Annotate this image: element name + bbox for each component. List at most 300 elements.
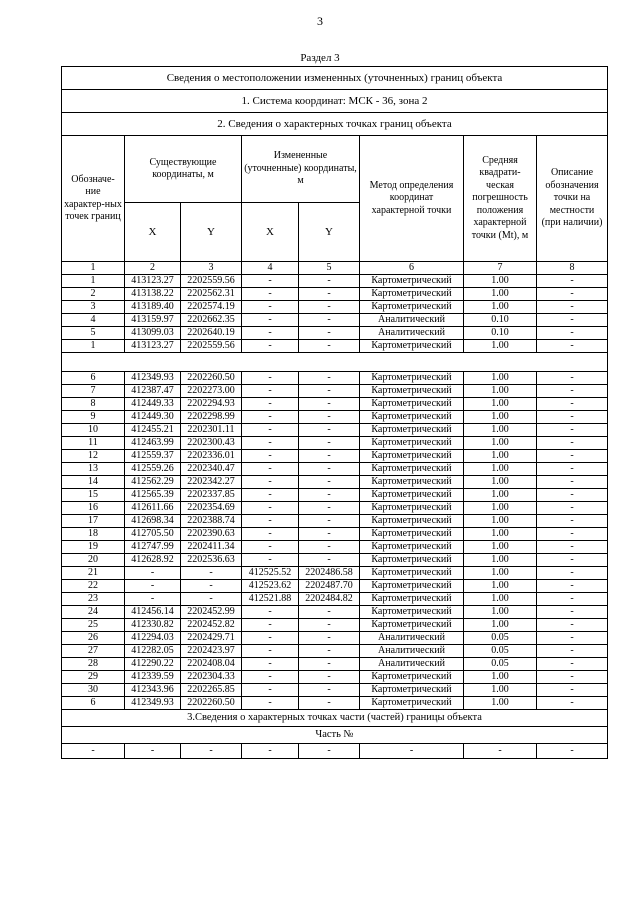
table-cell: - — [242, 411, 299, 424]
table-cell: Картометрический — [360, 411, 464, 424]
table-cell: - — [242, 554, 299, 567]
table-row — [62, 632, 608, 645]
table-cell: Картометрический — [360, 606, 464, 619]
part-points-row — [62, 744, 608, 759]
table-cell: - — [537, 684, 608, 697]
table-cell: - — [299, 450, 360, 463]
table-cell: 1.00 — [464, 437, 537, 450]
table-cell: - — [299, 275, 360, 288]
table-cell: 0.05 — [464, 632, 537, 645]
table-cell: - — [537, 437, 608, 450]
table-cell: - — [299, 463, 360, 476]
table-cell: 2202452.99 — [181, 606, 242, 619]
table-cell: 412290.22 — [125, 658, 181, 671]
table-cell: 412559.37 — [125, 450, 181, 463]
table-cell: 2202300.43 — [181, 437, 242, 450]
table-cell: - — [537, 606, 608, 619]
table-cell: - — [242, 476, 299, 489]
table-cell: 412521.88 — [242, 593, 299, 606]
table-cell: - — [299, 327, 360, 340]
table-cell: - — [299, 288, 360, 301]
header-designation: Обозначе-ние характер-ных точек границ — [62, 136, 125, 262]
table-cell: 413138.22 — [125, 288, 181, 301]
table-cell: 412698.34 — [125, 515, 181, 528]
table-cell: Картометрический — [360, 372, 464, 385]
table-cell: 2202487.70 — [299, 580, 360, 593]
table-cell: Аналитический — [360, 632, 464, 645]
table-cell: - — [242, 314, 299, 327]
table-cell: 2202411.34 — [181, 541, 242, 554]
table-cell: 412387.47 — [125, 385, 181, 398]
table-cell: 1.00 — [464, 301, 537, 314]
header-description: Описание обозначения точки на местности (при наличии) — [537, 136, 608, 262]
table-cell: 2202260.50 — [181, 697, 242, 710]
table-cell: 2202260.50 — [181, 372, 242, 385]
table-cell: - — [242, 385, 299, 398]
table-cell: 14 — [62, 476, 125, 489]
table-cell: 27 — [62, 645, 125, 658]
table-cell: - — [242, 372, 299, 385]
table-cell: 1.00 — [464, 476, 537, 489]
table-cell: - — [242, 541, 299, 554]
table-cell: Картометрический — [360, 619, 464, 632]
table-cell: Аналитический — [360, 658, 464, 671]
table-cell: - — [242, 645, 299, 658]
table-cell: 2202342.27 — [181, 476, 242, 489]
table-cell: - — [242, 301, 299, 314]
page-number: 3 — [317, 14, 323, 28]
table-row — [62, 593, 608, 606]
table-cell: 20 — [62, 554, 125, 567]
table-cell: 2 — [62, 288, 125, 301]
table-cell: 2202559.56 — [181, 340, 242, 353]
table-row — [62, 424, 608, 437]
parts-heading-row — [62, 710, 608, 727]
table-cell: - — [537, 632, 608, 645]
table-cell: 2202298.99 — [181, 411, 242, 424]
table-cell: - — [242, 684, 299, 697]
table-title: Сведения о местоположении измененных (уточненных) границ объекта — [62, 67, 608, 90]
table-cell: 4 — [62, 314, 125, 327]
table-cell: - — [242, 275, 299, 288]
table-row — [62, 515, 608, 528]
table-cell: - — [299, 541, 360, 554]
table-cell: 0.05 — [464, 658, 537, 671]
table-row — [62, 372, 608, 385]
table-cell: - — [537, 398, 608, 411]
table-cell: 1.00 — [464, 697, 537, 710]
table-cell: 413189.40 — [125, 301, 181, 314]
table-row — [62, 450, 608, 463]
table-cell: - — [537, 275, 608, 288]
table-cell: - — [299, 489, 360, 502]
table-cell: - — [537, 515, 608, 528]
table-cell: - — [537, 580, 608, 593]
header-existing-x: X — [125, 203, 181, 262]
table-cell: - — [299, 697, 360, 710]
table-cell: - — [537, 697, 608, 710]
table-cell: - — [299, 476, 360, 489]
table-row — [62, 288, 608, 301]
table-cell: - — [299, 554, 360, 567]
table-cell: 19 — [62, 541, 125, 554]
table-cell: - — [537, 489, 608, 502]
table-cell: 2202574.19 — [181, 301, 242, 314]
table-cell: - — [242, 632, 299, 645]
table-cell: - — [299, 606, 360, 619]
table-row — [62, 528, 608, 541]
table-cell: 412559.26 — [125, 463, 181, 476]
table-cell: Картометрический — [360, 301, 464, 314]
table-cell: 1.00 — [464, 275, 537, 288]
table-cell: - — [299, 658, 360, 671]
table-cell: Картометрический — [360, 489, 464, 502]
table-cell: 8 — [537, 262, 608, 275]
table-cell: - — [537, 424, 608, 437]
table-cell: - — [242, 424, 299, 437]
table-cell: 2202408.04 — [181, 658, 242, 671]
table-cell: - — [242, 327, 299, 340]
table-cell: - — [242, 288, 299, 301]
table-cell: 1.00 — [464, 450, 537, 463]
table-row — [62, 463, 608, 476]
table-row — [62, 541, 608, 554]
table-cell: - — [537, 327, 608, 340]
table-cell: - — [242, 697, 299, 710]
table-cell: Картометрический — [360, 275, 464, 288]
table-cell: - — [299, 411, 360, 424]
header-error: Средняя квадрати-ческая погрешность положения характерной точки (Mt), м — [464, 136, 537, 262]
table-cell: 28 — [62, 658, 125, 671]
table-cell: - — [242, 340, 299, 353]
table-cell: - — [299, 314, 360, 327]
table-row — [62, 567, 608, 580]
table-cell: - — [537, 340, 608, 353]
table-cell: Картометрический — [360, 697, 464, 710]
table-cell: - — [299, 398, 360, 411]
table-cell: 2202640.19 — [181, 327, 242, 340]
boundary-table — [61, 66, 608, 759]
table-cell: Картометрический — [360, 541, 464, 554]
table-cell: 412523.62 — [242, 580, 299, 593]
table-cell: - — [299, 385, 360, 398]
table-cell: 412525.52 — [242, 567, 299, 580]
table-cell: - — [537, 671, 608, 684]
table-cell: 2202390.63 — [181, 528, 242, 541]
table-cell: - — [537, 593, 608, 606]
header-existing: Существующие координаты, м — [125, 136, 242, 203]
table-cell: 3 — [181, 262, 242, 275]
table-cell: 18 — [62, 528, 125, 541]
table-cell: - — [242, 528, 299, 541]
table-cell: 2202452.82 — [181, 619, 242, 632]
table-cell: 412611.66 — [125, 502, 181, 515]
header-method: Метод определения координат характерной точки — [360, 136, 464, 262]
table-row — [62, 437, 608, 450]
table-cell: - — [537, 411, 608, 424]
table-cell: - — [125, 580, 181, 593]
table-cell: Картометрический — [360, 288, 464, 301]
table-cell: 30 — [62, 684, 125, 697]
table-cell: 413123.27 — [125, 275, 181, 288]
table-cell: - — [537, 314, 608, 327]
table-row — [62, 340, 608, 353]
table-cell: 5 — [299, 262, 360, 275]
table-cell: Картометрический — [360, 398, 464, 411]
table-cell: - — [299, 632, 360, 645]
table-cell: 1.00 — [464, 489, 537, 502]
table-cell: - — [242, 502, 299, 515]
table-cell: - — [242, 515, 299, 528]
table-cell: - — [299, 340, 360, 353]
table-cell: 2202301.11 — [181, 424, 242, 437]
table-cell: - — [537, 463, 608, 476]
table-cell: - — [125, 744, 181, 759]
table-cell: - — [464, 744, 537, 759]
table-cell: 16 — [62, 502, 125, 515]
table-cell: - — [299, 619, 360, 632]
column-number-row — [62, 262, 608, 275]
table-row — [62, 580, 608, 593]
table-row — [62, 606, 608, 619]
table-row — [62, 411, 608, 424]
table-cell: 2202304.33 — [181, 671, 242, 684]
table-cell: 412449.30 — [125, 411, 181, 424]
table-cell: 1.00 — [464, 684, 537, 697]
table-cell: 2202388.74 — [181, 515, 242, 528]
table-cell: 2202559.56 — [181, 275, 242, 288]
table-cell: - — [299, 671, 360, 684]
header-existing-y: Y — [181, 203, 242, 262]
table-cell: - — [242, 437, 299, 450]
table-cell: 0.10 — [464, 327, 537, 340]
table-cell: Картометрический — [360, 385, 464, 398]
table-cell: 2202337.85 — [181, 489, 242, 502]
part-label: Часть № — [62, 727, 608, 744]
table-row — [62, 314, 608, 327]
table-row — [62, 275, 608, 288]
table-cell: 6 — [62, 697, 125, 710]
table-cell: Картометрический — [360, 528, 464, 541]
table-cell: 413099.03 — [125, 327, 181, 340]
table-cell: Картометрический — [360, 567, 464, 580]
table-cell: 3 — [62, 301, 125, 314]
table-cell: 2202536.63 — [181, 554, 242, 567]
table-cell: 21 — [62, 567, 125, 580]
table-cell: - — [537, 744, 608, 759]
table-row — [62, 697, 608, 710]
table-cell: 1.00 — [464, 606, 537, 619]
table-cell: 412705.50 — [125, 528, 181, 541]
table-cell: Картометрический — [360, 554, 464, 567]
table-cell: Картометрический — [360, 580, 464, 593]
table-cell: 1.00 — [464, 528, 537, 541]
table-cell: - — [242, 463, 299, 476]
table-cell: - — [537, 554, 608, 567]
table-cell: - — [537, 658, 608, 671]
table-cell: - — [299, 515, 360, 528]
table-cell: 412282.05 — [125, 645, 181, 658]
section-label: Раздел 3 — [300, 52, 340, 64]
table-row — [62, 645, 608, 658]
coord-system: 1. Система координат: МСК - 36, зона 2 — [62, 90, 608, 113]
parts-heading: 3.Сведения о характерных точках части (частей) границы объекта — [62, 710, 608, 727]
table-cell: 412343.96 — [125, 684, 181, 697]
table-cell: 2202423.97 — [181, 645, 242, 658]
table-row — [62, 619, 608, 632]
table-cell: - — [299, 424, 360, 437]
table-cell: 0.05 — [464, 645, 537, 658]
table-cell: 2202336.01 — [181, 450, 242, 463]
table-cell: 2202429.71 — [181, 632, 242, 645]
table-cell: - — [299, 502, 360, 515]
table-cell: 1.00 — [464, 398, 537, 411]
table-cell: - — [242, 489, 299, 502]
table-cell: - — [537, 541, 608, 554]
table-cell: - — [537, 476, 608, 489]
header-changed-x: X — [242, 203, 299, 262]
table-cell: 24 — [62, 606, 125, 619]
table-cell: 26 — [62, 632, 125, 645]
table-row — [62, 489, 608, 502]
table-cell: 412330.82 — [125, 619, 181, 632]
table-cell: - — [181, 744, 242, 759]
table-cell: - — [242, 606, 299, 619]
table-cell: - — [537, 385, 608, 398]
table-cell: 1.00 — [464, 340, 537, 353]
table-cell: 2202562.31 — [181, 288, 242, 301]
table-cell: 412294.03 — [125, 632, 181, 645]
table-cell: 2202265.85 — [181, 684, 242, 697]
table-cell: - — [125, 593, 181, 606]
table-cell: 10 — [62, 424, 125, 437]
table-cell: 2202354.69 — [181, 502, 242, 515]
table-cell: 5 — [62, 327, 125, 340]
table-cell: 1.00 — [464, 385, 537, 398]
table-cell: 1.00 — [464, 411, 537, 424]
part-label-row — [62, 727, 608, 744]
table-cell: - — [181, 580, 242, 593]
table-cell: 412339.59 — [125, 671, 181, 684]
table-cell: 2202484.82 — [299, 593, 360, 606]
table-cell: - — [181, 567, 242, 580]
table-cell: 2202662.35 — [181, 314, 242, 327]
table-cell: - — [299, 645, 360, 658]
table-cell: 413159.97 — [125, 314, 181, 327]
table-cell: - — [181, 593, 242, 606]
table-row — [62, 658, 608, 671]
header-changed: Измененные (уточненные) координаты, м — [242, 136, 360, 203]
table-cell: 1 — [62, 262, 125, 275]
table-cell: - — [299, 528, 360, 541]
table-cell: 2202273.00 — [181, 385, 242, 398]
table-cell: 412449.33 — [125, 398, 181, 411]
table-cell: - — [242, 450, 299, 463]
table-cell: 413123.27 — [125, 340, 181, 353]
table-cell: - — [360, 744, 464, 759]
table-cell: 412456.14 — [125, 606, 181, 619]
table-cell: 1.00 — [464, 671, 537, 684]
table-cell: 1.00 — [464, 424, 537, 437]
points-heading: 2. Сведения о характерных точках границ объекта — [62, 113, 608, 136]
table-cell: - — [242, 398, 299, 411]
table-cell: - — [299, 684, 360, 697]
table-cell: Картометрический — [360, 340, 464, 353]
table-cell: 412565.39 — [125, 489, 181, 502]
table-cell: - — [299, 372, 360, 385]
table-cell: - — [299, 744, 360, 759]
table-cell: 1.00 — [464, 502, 537, 515]
header-changed-y: Y — [299, 203, 360, 262]
table-cell: 1 — [62, 275, 125, 288]
table-cell: - — [125, 567, 181, 580]
table-cell: - — [242, 744, 299, 759]
table-cell: 22 — [62, 580, 125, 593]
table-cell: Аналитический — [360, 314, 464, 327]
table-cell: 9 — [62, 411, 125, 424]
table-cell: 2202486.58 — [299, 567, 360, 580]
table-row — [62, 398, 608, 411]
table-cell: 12 — [62, 450, 125, 463]
table-row — [62, 301, 608, 314]
table-cell: 7 — [62, 385, 125, 398]
table-cell: 23 — [62, 593, 125, 606]
table-cell: - — [299, 301, 360, 314]
table-cell: - — [537, 619, 608, 632]
table-cell: Аналитический — [360, 645, 464, 658]
table-cell: - — [537, 645, 608, 658]
table-cell: Картометрический — [360, 671, 464, 684]
table-cell: Аналитический — [360, 327, 464, 340]
table-cell: 1.00 — [464, 567, 537, 580]
table-cell: 4 — [242, 262, 299, 275]
table-cell: 25 — [62, 619, 125, 632]
table-cell: 29 — [62, 671, 125, 684]
table-cell: 0.10 — [464, 314, 537, 327]
table-cell: 412628.92 — [125, 554, 181, 567]
table-cell: Картометрический — [360, 424, 464, 437]
table-row — [62, 502, 608, 515]
table-cell: 6 — [62, 372, 125, 385]
table-cell: 412349.93 — [125, 372, 181, 385]
table-cell: 1.00 — [464, 515, 537, 528]
table-cell: 1.00 — [464, 541, 537, 554]
table-cell: 1.00 — [464, 288, 537, 301]
table-cell: - — [242, 671, 299, 684]
table-cell: - — [242, 619, 299, 632]
table-cell: - — [242, 658, 299, 671]
table-cell: 1 — [62, 340, 125, 353]
table-row — [62, 671, 608, 684]
table-cell: - — [62, 744, 125, 759]
table-cell: 2202340.47 — [181, 463, 242, 476]
table-cell: 6 — [360, 262, 464, 275]
table-cell: 13 — [62, 463, 125, 476]
table-row — [62, 476, 608, 489]
table-cell: 1.00 — [464, 619, 537, 632]
table-row — [62, 684, 608, 697]
table-row — [62, 554, 608, 567]
table-cell: Картометрический — [360, 463, 464, 476]
table-cell: 412747.99 — [125, 541, 181, 554]
table-cell: 11 — [62, 437, 125, 450]
table-cell: - — [537, 288, 608, 301]
table-cell: 1.00 — [464, 580, 537, 593]
table-cell: 1.00 — [464, 372, 537, 385]
table-cell: Картометрический — [360, 502, 464, 515]
table-cell: - — [537, 450, 608, 463]
table-cell: Картометрический — [360, 593, 464, 606]
